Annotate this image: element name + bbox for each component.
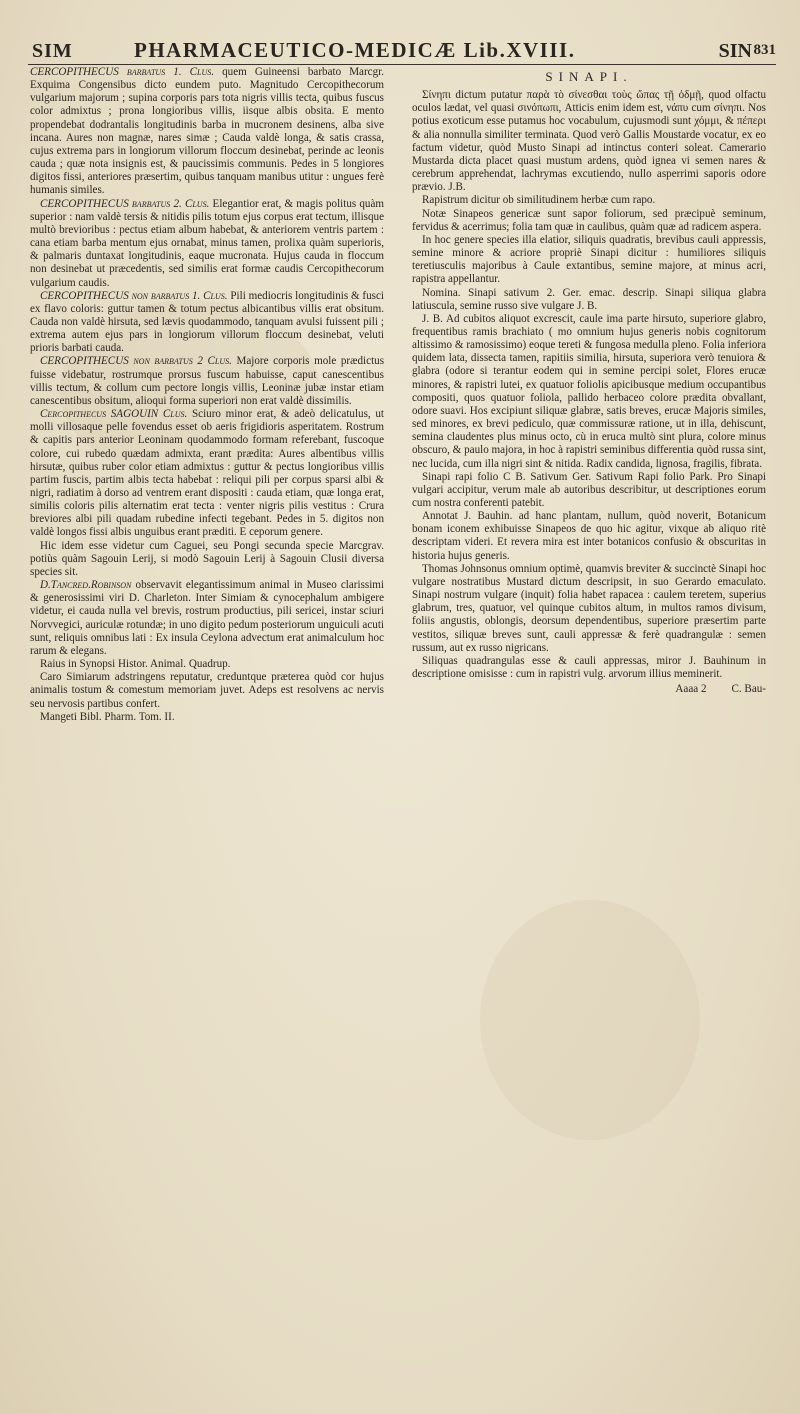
- paragraph-text: quem Guineensi barbato Marcgr. Exquima Congensibus dicto eundem puto. Magnitudo Cercopithecorum vulgarium majorum ; supina corporis pars tota nigris villis tecta, quibus fuscus color admixtus ; prona longioribus villis, iisque albis obsita. E mento propendebat dodrantalis longitudinis barba in mucronem desinens, alba sive incana. Aures non magnæ, nares simæ ; Cauda valdè longa, & satis crassa, cujus extrema pars in longiorum villorum floccum desinebat, perinde ac leonis cauda ; quæ nota insignis est, & paucissimis communis. Pedes in 5 longiores digitos fissi, anteriores præsertim, quibus tanquam manibus utitur : ungues ferè humanis similes.: [30, 66, 384, 197]
- section-heading-sinapi: SINAPI.: [545, 69, 633, 84]
- left-paragraph: [30, 66, 384, 198]
- paragraph-lead: CERCOPITHECUS barbatus 1. Clus.: [30, 66, 215, 78]
- paragraph-text: Caro Simiarum adstringens reputatur, creduntque præterea quòd cor hujus animalis tostum & comestum memoriam juvet. Adeps est resolvens ac nervis seu nervosis partibus confert.: [30, 671, 384, 710]
- left-paragraph: [30, 579, 384, 658]
- header-rule: [28, 64, 776, 65]
- left-paragraph: [30, 290, 384, 356]
- left-paragraph: [30, 355, 384, 408]
- right-paragraph: Thomas Johnsonus omnium optimè, quamvis breviter & succinctè Sinapi hoc vulgare nostratibus Mustard dictum descripsit, in suo Gerardo emaculato. Sinapi nostrum vulgare (inquit) folia habet rapacea : caulem teretem, superius glabrum, tres, quatuor, vel quinque cubitos altum, in multos ramos divisum, foliis angustis, oblongis, deorsum dependentibus, superiore præsertim parte vestitos, siliquæ breves sunt, cauli appressæ & ferè quadrangulæ : semen russum, aut ex russo nigricans.: [412, 562, 766, 654]
- page-number: 831: [753, 42, 776, 58]
- paragraph-text: observavit elegantissimum animal in Museo clarissimi & generosissimi viri D. Charleton. Inter Simiam & cynocephalum ambigere videtur, ei cauda nulla vel brevis, rostrum productius, pili sericei, instar sciuri Norvvegici, auriculæ rotundæ; in uno digito pedum posteriorum unguiculi acuti sunt, reliquis omnibus lati : Ex insula Ceylona advectum erat animalculum hoc rarum & elegans.: [30, 579, 384, 657]
- left-paragraph: [30, 711, 384, 724]
- right-paragraph: Notæ Sinapeos genericæ sunt sapor foliorum, sed præcipuè seminum, fervidus & acerrimus; folia tam quæ in caulibus, quàm quæ ad radicem aspera.: [412, 207, 766, 233]
- left-paragraph: [30, 198, 384, 290]
- catchword: C. Bau-: [731, 683, 766, 696]
- right-paragraph: In hoc genere species illa elatior, siliquis quadratis, brevibus cauli appressis, semine minore & acriore propriè Sinapi dicitur : humiliores siliquis teretiusculis majoribus à Caule extantibus, semine majore, at minus acri, rapistra appellantur.: [412, 233, 766, 286]
- paragraph-text: Hic idem esse videtur cum Caguei, seu Pongi secunda specie Marcgrav. potiùs quàm Sagouin Lerij, si modò Sagouin Lerij à Sagouin Clusii diversa species sit.: [30, 539, 384, 578]
- left-text-column: [30, 66, 384, 1378]
- paragraph-lead: CERCOPITHECUS non barbatus 2 Clus.: [40, 355, 232, 368]
- paragraph-text: Pili mediocris longitudinis & fusci ex flavo coloris: guttur tamen & totum pectus albicantibus villis erat obsitum. Cauda non valdè hirsuta, sed lævis quodammodo, tanquam avulsi fuissent pili ; extrema autem ejus pars in longiorum villorum floccum desinebat, veluti prioris barbati cauda.: [30, 289, 384, 355]
- paragraph-text: Mangeti Bibl. Pharm. Tom. II.: [40, 710, 175, 723]
- right-paragraph: Siliquas quadrangulas esse & cauli appressas, miror J. Bauhinum in descriptione omisisse : cum in rapistri vulg. arvorum illius meminerit.: [412, 654, 766, 681]
- right-paragraph: Annotat J. Bauhin. ad hanc plantam, nullum, quòd noverit, Botanicum bonam iconem exhibuisse Sinapeos de quo hic agitur, vixque ab aliquo ritè descriptam videri. Et revera mira est inter botanicos confusio & obscuritas in historia hujus generis.: [412, 510, 766, 562]
- right-paragraph: Σίνηπι dictum putatur παρὰ τὸ σίνεσθαι τοὺς ὤπας τῇ ὀδμῇ, quod olfactu oculos lædat, vel quasi σινόπωπι, Atticis enim idem est, νάπυ cum σίνηπι. Nos potius exoticum esse putamus hoc vocabulum, cujusmodi sunt χόμμι, & πέπερι & alia nonnulla similiter terminata. Quod verò Gallis Moustarde vocatur, ex eo factum videtur, quòd Musto Sinapi ad intinctus conteri soleat. Camerario Mustarda dicta placet quasi mustum ardens, quòd ignea vi semen nares & cerebrum apprehendat, lachrymas excutiendo, nullo asperrimi saporis odore prævio. J.B.: [412, 89, 766, 194]
- header-right-word: SIN: [718, 40, 752, 62]
- paragraph-lead: CERCOPITHECUS non barbatus 1. Clus.: [40, 289, 228, 302]
- left-paragraph: [30, 658, 384, 671]
- header-left-word: SIM: [32, 40, 73, 62]
- left-paragraph: [30, 408, 384, 540]
- right-paragraphs: [412, 89, 766, 681]
- paragraph-text: Majore corporis mole prædictus fuisse videbatur, rostrumque prorsus fuscum habuisse, caput canescentibus villis tectum, & collum cum pectore longis villis, Leoninæ jubæ instar etiam canescentibus obsitum, alioqui forma superiori non erat valdè dissimilis.: [30, 355, 384, 407]
- right-paragraph: J. B. Ad cubitos aliquot excrescit, caule ima parte hirsuto, superiore glabro, frequentibus ramis brachiato ( mo omnium hujus generis nobis cognitorum altissimo & ramosissimo) eoque tereti & fungosa medulla pleno. Folia inferiora quidem lata, dissecta tamen, rapitiis similia, hirsuta, superiora verò tenuiora & glabra (odore si terantur eodem qui in semine percipi solet, Flores erucæ minores, & rapistri lutei, ex quatuor foliolis apicibusque medium occupantibus compositi, quos quatuor foliola, pallido herbaceo colore prædita obvallant, odore suavi. Hos excipiunt siliquæ glabræ, satis breves, erucæ Majoris similes, sed minores, ex brevi pediculo, quæ commissuræ ratione, ut in illa, dehiscunt, semina claudentes plus minus octo, cù in eruca multò sint plura, colore minus obscuro, & paulo majora, in hoc à rapistri seminibus differentia quòd russa sint, nec lucida, cum illa nigri sint & nitida. Radix candida, lignosa, fragilis, fibrata.: [412, 312, 766, 470]
- paragraph-lead: D.Tancred.Robinson: [40, 579, 132, 592]
- left-paragraph: [30, 671, 384, 710]
- page-footer: [412, 683, 766, 696]
- right-paragraph: Rapistrum dicitur ob similitudinem herbæ cum rapo.: [422, 194, 656, 207]
- running-header: [24, 36, 776, 66]
- header-title: PHARMACEUTICO-MEDICÆ Lib.XVIII.: [134, 38, 576, 62]
- right-paragraph: Nomina. Sinapi sativum 2. Ger. emac. descrip. Sinapi siliqua glabra latiuscula, semine russo sive vulgare J. B.: [412, 286, 766, 312]
- right-text-column: [412, 66, 766, 1388]
- signature-mark: Aaaa 2: [675, 683, 707, 696]
- paragraph-text: Elegantior erat, & magis politus quàm superior : nam valdè tersis & nitidis pilis totum ejus corpus erat tectum, illisque multò brevioribus : pectus etiam album habebat, & anteriorem ventris partem : cana etiam barba mentum ejus ornabat, minus tamen, prolixa quàm superioris, & palmaris duntaxat longitudinis, eaque mucronata. Hujus cauda in floccum non desinebat ut præcedentis, sed similis erat formæ caudis Cercopithecorum vulgarium caudis.: [30, 197, 384, 289]
- paragraph-text: Sciuro minor erat, & adeò delicatulus, ut molli villosaque pelle fovendus esset ob aeris frigidioris asperitatem. Rostrum & capitis pars anterior Leoninam quodammodo formam referebant, fuscoque colore, cui rubedo quædam admixta, erant prædita: Aures albentibus villis hirsutæ, quibus ruber color etiam admixtus : guttur & pectus longioribus villis partim fuscis, partim albis tecta habebat : reliqui pili per corpus sparsi albi & nigri, radiatim à dorso ad ventrem erant dispositi : cauda etiam, quæ longa erat, similis coloris pilis alternatim erat tecta : venter nigris pilis vestitus : Crura breviores albi pili quadam rubedine infecti tegebant. Pedes in 5. digitos non valdè longos fissi albis unguibus erant præditi. E ceporum genere.: [30, 408, 384, 539]
- paragraph-text: Raius in Synopsi Histor. Animal. Quadrup.: [40, 658, 231, 671]
- left-paragraph: [30, 540, 384, 579]
- right-paragraph: Sinapi rapi folio C B. Sativum Ger. Sativum Rapi folio Park. Pro Sinapi vulgari accipitur, verum male ab autoribus describitur, ut descriptiones eorum cum nostra conferenti patebit.: [412, 470, 766, 509]
- paragraph-lead: Cercopithecus SAGOUIN Clus.: [40, 408, 188, 421]
- paragraph-lead: CERCOPITHECUS barbatus 2. Clus.: [40, 197, 210, 210]
